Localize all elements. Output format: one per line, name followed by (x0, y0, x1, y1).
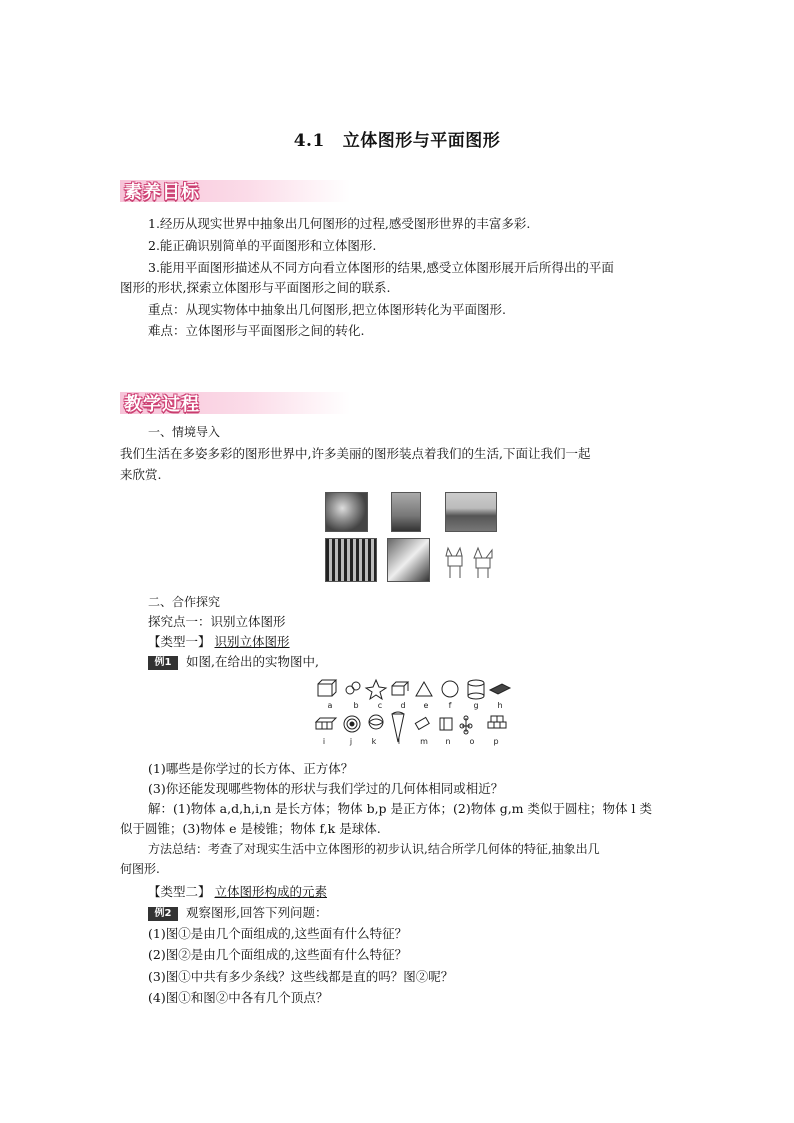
photo-skyscraper (325, 538, 377, 582)
type-1-title: 识别立体图形 (214, 634, 290, 649)
section-number: 4.1 (293, 131, 325, 151)
banner-process-label: 教学过程 (124, 394, 200, 415)
method-line-1: 方法总结：考查了对现实生活中立体图形的初步认识,结合所学几何体的特征,抽象出几 (148, 842, 600, 856)
type-2-heading (148, 881, 327, 903)
label-c: c (377, 701, 383, 710)
label-a: a (327, 701, 333, 710)
example-2-text: 观察图形,回答下列问题： (186, 905, 328, 920)
page-title (0, 126, 794, 151)
label-p: p (493, 737, 499, 746)
solution-line-2: 似于圆锥；(3)物体 e 是棱锥；物体 f,k 是球体. (120, 821, 381, 836)
intro-line-1: 我们生活在多姿多彩的图形世界中,许多美丽的图形装点着我们的生活,下面让我们一起 (120, 446, 591, 461)
example-2-q1: (1)图①是由几个面组成的,这些面有什么特征？ (148, 926, 408, 941)
example-2-q3: (3)图①中共有多少条线？这些线都是直的吗？图②呢？ (148, 969, 454, 984)
label-d: d (400, 701, 406, 710)
banner-goals (120, 180, 350, 202)
solution-line-1: 解：(1)物体 a,d,h,i,n 是长方体；物体 b,p 是正方体；(2)物体 g,m 类似于圆柱；物体 l 类 (148, 801, 652, 816)
type-2-bracket: 【类型二】 (148, 884, 211, 899)
photo-tower (391, 492, 421, 532)
label-o: o (469, 737, 475, 746)
label-m: m (420, 737, 428, 746)
banner-goals-label: 素养目标 (124, 182, 200, 203)
goal-line-3: 3.能用平面图形描述从不同方向看立体图形的结果,感受立体图形展开后所得出的平面 (148, 260, 614, 275)
label-e: e (423, 701, 429, 710)
goal-line-2: 2.能正确识别简单的平面图形和立体图形. (148, 238, 377, 253)
type-2-title: 立体图形构成的元素 (214, 884, 328, 899)
label-n: n (445, 737, 451, 746)
type-1-heading (148, 631, 290, 653)
label-b: b (353, 701, 359, 710)
section-title: 立体图形与平面图形 (342, 131, 501, 151)
photo-building (445, 492, 497, 532)
method-line-2: 何图形. (120, 862, 160, 876)
label-l: l (397, 737, 401, 746)
example-2 (148, 902, 327, 924)
goal-line-1: 1.经历从现实世界中抽象出几何图形的过程,感受图形世界的丰富多彩. (148, 216, 531, 231)
heading-explore: 二、合作探究 (148, 595, 221, 609)
heading-intro: 一、情境导入 (148, 425, 221, 439)
block-animals-icon (442, 544, 498, 580)
difficult-point: 难点：立体图形与平面图形之间的转化. (148, 323, 365, 338)
question-1: (1)哪些是你学过的长方体、正方体？ (148, 761, 354, 776)
example-2-badge: 例2 (148, 907, 178, 921)
type-1-bracket: 【类型一】 (148, 634, 211, 649)
intro-line-2: 来欣赏. (120, 467, 162, 482)
label-k: k (371, 737, 377, 746)
label-i: i (322, 737, 326, 746)
goal-line-4: 图形的形状,探索立体图形与平面图形之间的联系. (120, 280, 391, 295)
key-point: 重点：从现实物体中抽象出几何图形,把立体图形转化为平面图形. (148, 302, 506, 317)
explore-point-1: 探究点一：识别立体图形 (148, 614, 286, 629)
photo-tall-building (387, 538, 430, 582)
example-2-q4: (4)图①和图②中各有几个顶点？ (148, 990, 329, 1005)
label-f: f (448, 701, 452, 710)
photo-ice-cream (325, 492, 368, 532)
label-g: g (473, 701, 479, 710)
example-1 (148, 651, 319, 673)
label-h: h (497, 701, 503, 710)
example-1-badge: 例1 (148, 656, 178, 670)
question-3: (3)你还能发现哪些物体的形状与我们学过的几何体相同或相近？ (148, 781, 504, 796)
example-2-q2: (2)图②是由几个面组成的,这些面有什么特征？ (148, 947, 408, 962)
example-1-text: 如图,在给出的实物图中, (186, 654, 319, 669)
banner-process (120, 392, 350, 414)
label-j: j (349, 737, 353, 746)
